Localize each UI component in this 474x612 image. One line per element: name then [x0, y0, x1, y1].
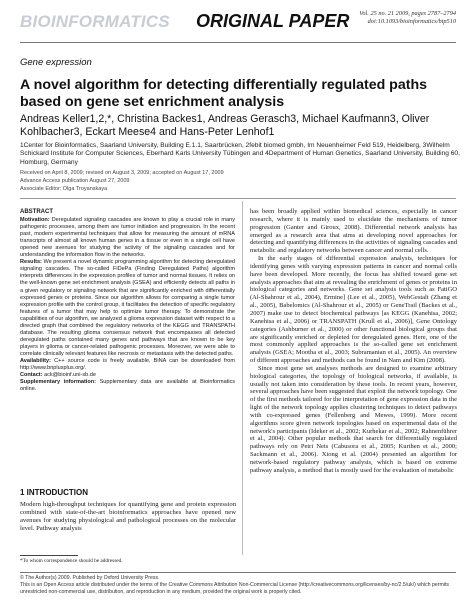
paper-type: ORIGINAL PAPER — [196, 11, 350, 31]
motivation-text: Deregulated signaling cascades are known to play a crucial role in many pathogenic processes, among them are tumor initiation and progression. In the recent past, modern experimental techniques that allow for measuring the amount of mRNA transcripts of almost all known human genes in a tissue or even in a single cell have opened new avenues for studying the activity of the signaling cascades and for understanding the information flow in the networks. — [20, 217, 235, 259]
availability-label: Availability: — [20, 357, 51, 364]
abstract-availability — [20, 358, 235, 372]
results-text: We present a novel dynamic programming algorithm for detecting deregulated signaling cascades. The so-called FiDePa (Finding Deregulated Paths) algorithm interprets differences in the expression profiles of tumor and normal tissues. It relies on the well-known gene set enrichment analysis (GSEA) and efficiently detects all paths in a given regulatory or signaling network that are significantly enriched with differentially expressed genes or proteins. Since our algorithm allows for comparing a single tumor expression profile with the control group, it facilitates the detection of specific regulatory features of a tumor that may help to optimize tumor therapy. To demonstrate the capabilities of our algorithm, we analyzed a glioma expression dataset with respect to a directed graph that combined the regulatory networks of the KEGG and TRANSPATH database. The resulting glioma consensus network that encompasses all detected deregulated paths contained many genes and pathways that are known to be key players in glioma or cancer-related pathogenic processes. Moreover, we were able to correlate clinically relevant features like necrosis or metastasis with the detected paths. — [20, 259, 235, 357]
correspondence-footnote: *To whom correspondence should be addressed. — [20, 558, 123, 564]
right-column — [250, 208, 457, 475]
body-paragraph: has been broadly applied within biomedical sciences, especially in cancer research, where it is mainly used to elucidate the mechanisms of tumor progression (Ganter and Giroux, 2008). Differential network analysis has emerged as a research area that aims at developing novel approaches for detecting and quantifying differences in the activities of signaling cascades and metabolic and regulatory networks between cancer and normal cells. — [250, 208, 457, 255]
introduction-heading: 1 INTRODUCTION — [20, 488, 88, 497]
publication-dates — [20, 170, 460, 193]
copyright-line: © The Author(s) 2009. Published by Oxford University Press. — [20, 575, 160, 581]
affiliations: 1Center for Bioinformatics, Saarland University, Building E.1.1, Saarbrücken, 2febit biomed gmbh, Im Neuenheimer Feld 519, Heidelberg, 3Wilhelm Schickard Institute for Computer Sciences, Eberhard Karls University Tübingen and 4Department of Human Genetics, Saarland University, Building 60, Homburg, Germany — [20, 142, 460, 166]
abstract-motivation — [20, 217, 235, 259]
abstract-heading: ABSTRACT — [20, 209, 53, 215]
motivation-label: Motivation: — [20, 217, 50, 224]
journal-header — [20, 8, 456, 42]
section-rule — [20, 198, 456, 199]
editor-line: Associate Editor: Olga Troyanskaya — [20, 185, 108, 192]
received-line: Received on April 8, 2009; revised on August 3, 2009; accepted on August 17, 2009 — [20, 170, 224, 176]
volume-line: Vol. 25 no. 21 2009, pages 2787–2794 — [359, 10, 456, 17]
availability-text: C++ source code is freely available, BiNA can be downloaded from http://www.bnplusplus.org/. — [20, 357, 235, 372]
introduction-text — [20, 501, 236, 533]
column-divider — [242, 201, 243, 555]
author-list: Andreas Keller1,2,*, Christina Backes1, Andreas Gerasch3, Michael Kaufmann3, Oliver Kohlbacher3, Eckart Meese4 and Hans-Peter Lenhof1 — [20, 113, 430, 138]
copyright-notice — [20, 575, 458, 596]
body-paragraph: Since most gene set analyses methods are designed to examine arbitrary biological categories, the topology of biological networks, if available, is usually not taken into consideration by these tools. In recent years, however, several approaches have been suggested that exploit the network topology. One of the first methods tailored for the interpretation of gene expression data in the light of the network topology applies clustering techniques to detect pathways with co-expressed genes (Fellenberg and Mewes, 1999). More recent algorithms score given network topologies based on experimental data of the network's participants (Ideker et al., 2002; Kurhekar et al., 2002; Rahnenführer et al., 2004). Other popular methods that search for differentially regulated pathways rely on Petri Nets (Cabusora et al., 2005; Kurthen et al., 2000; Sackmann et al., 2006). Xiong et al. (2004) presented an algorithm for network-based regulatory pathway analysis, which is based on extreme pathway analysis, a method that is mostly used for the evaluation of metabolic — [250, 364, 457, 474]
abstract-contact — [20, 372, 235, 379]
footnote-rule — [20, 555, 78, 556]
contact-email: ack@bioinf.uni-sb.de — [44, 372, 96, 379]
footer-rule — [20, 572, 456, 573]
abstract-results — [20, 259, 235, 358]
supplementary-text: Supplementary data are available at Bioinformatics online. — [20, 379, 236, 393]
volume-info — [306, 10, 456, 26]
introduction-paragraph: Modern high-throughput techniques for quantifying gene and protein expression combined with state-of-the-art bioinformatics approaches have opened new avenues for studying physiological and pathological processes on the molecular level. Pathway analysis — [20, 501, 236, 533]
supplementary-label: Supplementary information: — [20, 379, 97, 386]
contact-label: Contact: — [20, 372, 43, 379]
body-paragraph: In the early stages of differential expression analysis, techniques for identifying genes with varying expression patterns in cancer and normal cells have been developed. More recently, the focus has shifted toward gene set analysis approaches that aim at revealing the enrichment of genes or proteins in biological categories and networks. Gene set analysis tools such as FatiGO (Al-Shahrour et al., 2004), Ermine] (Lee et al., 2005), WebGestalt (Zhang et al., 2005), Babelomics (Al-Shahrour et al., 2005) or GeneTrail (Backes et al., 2007) make use to detect biochemical pathways [as KEGG (Kanehisa, 2002; Kanehisa et al., 2006) or TRANSPATH (Krull et al., 2006)], Gene Ontology categories (Ashburner et al., 2000) or other functional biological groups that are significantly enriched or depleted for deregulated genes. Here, one of the most commonly applied approaches is the so-called gene set enrichment analysis (GSEA; Mootha et al., 2003; Subramanian et al., 2005). An overview of different approaches and methods can be found in Nam and Kim (2008). — [250, 255, 457, 365]
doi-line: doi:10.1093/bioinformatics/btp510 — [367, 18, 456, 25]
license-line: This is an Open Access article distributed under the terms of the Creative Commons Attribution Non-Commercial License (http://creativecommons.org/licenses/by-nc/2.5/uk/) which permits unrestricted non-commercial use, distribution, and reproduction in any medium, provided the original work is properly cited. — [20, 581, 450, 595]
header-rule — [20, 42, 456, 43]
subject-category: Gene expression — [20, 57, 92, 68]
abstract — [20, 209, 235, 393]
results-label: Results: — [20, 259, 42, 266]
abstract-supplementary — [20, 379, 235, 393]
advance-access-line: Advance Access publication August 27, 2009 — [20, 177, 130, 184]
paper-title: A novel algorithm for detecting differentially regulated paths based on gene set enrichment analysis — [20, 77, 428, 110]
journal-name: BIOINFORMATICS — [20, 12, 170, 31]
